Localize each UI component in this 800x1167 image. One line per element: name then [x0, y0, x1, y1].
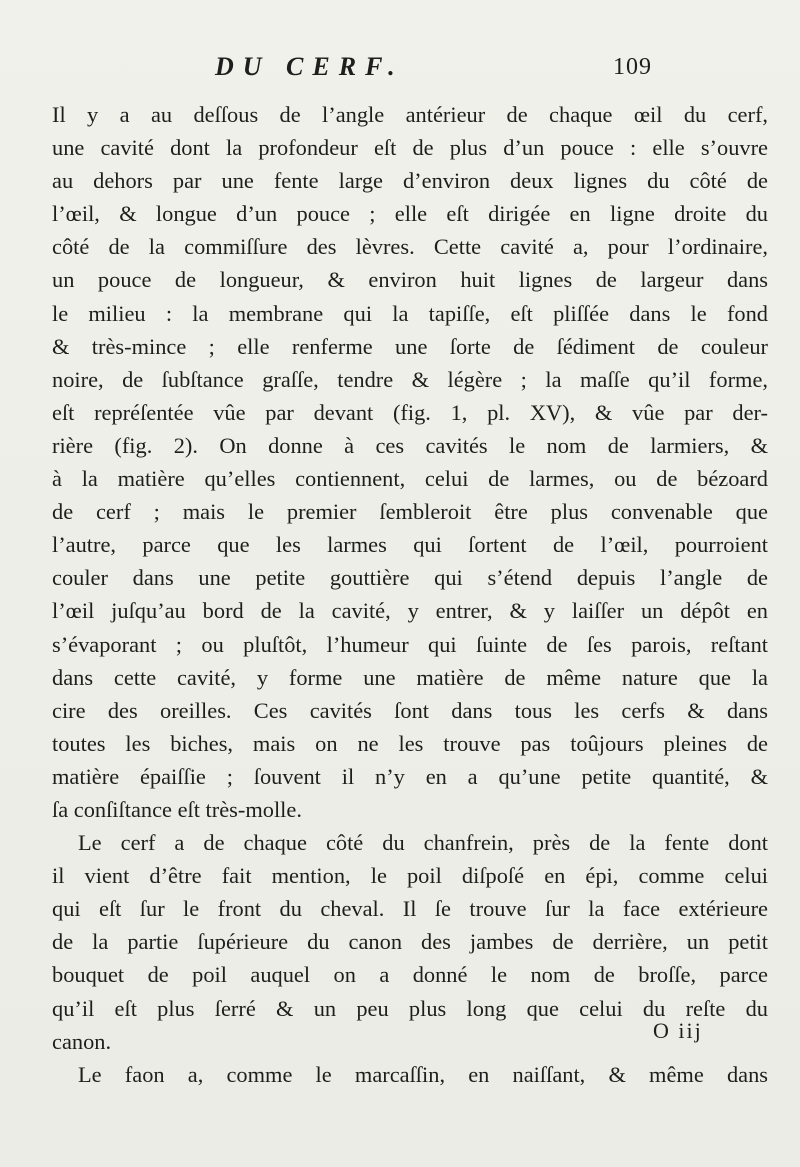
text-line: couler dans une petite gouttière qui s’étend depuis l’angle de [52, 565, 768, 591]
text-line: l’autre, parce que les larmes qui ſortent de l’œil, pourroient [52, 532, 768, 558]
text-line: ſa conſiſtance eſt très-molle. [52, 796, 302, 822]
text-line: rière (fig. 2). On donne à ces cavités le nom de larmiers, & [52, 432, 768, 458]
text-line: qui eſt ſur le front du cheval. Il ſe trouve ſur la face extérieure [52, 896, 768, 922]
running-title: DU CERF. [215, 52, 404, 81]
text-line: côté de la commiſſure des lèvres. Cette cavité a, pour l’ordinaire, [52, 234, 768, 260]
signature-mark: O iij [653, 1018, 703, 1043]
text-line: dans cette cavité, y forme une matière de même nature que la [52, 664, 768, 690]
text-line: de cerf ; mais le premier ſembleroit être plus convenable que [52, 499, 768, 525]
text-line: toutes les biches, mais on ne les trouve pas toûjours pleines de [52, 730, 768, 756]
page-number: 109 [613, 54, 652, 80]
text-line: bouquet de poil auquel on a donné le nom de broſſe, parce [52, 962, 768, 988]
text-line: Il y a au deſſous de l’angle antérieur de chaque œil du cerf, [52, 102, 768, 127]
text-line: s’évaporant ; ou pluſtôt, l’humeur qui ſuinte de ſes parois, reſtant [52, 631, 768, 657]
text-line: matière épaiſſie ; ſouvent il n’y en a qu’une petite quantité, & [52, 763, 768, 789]
body-text [52, 98, 768, 1091]
text-line: Le cerf a de chaque côté du chanfrein, près de la fente dont [78, 830, 768, 856]
text-line: cire des oreilles. Ces cavités ſont dans tous les cerfs & dans [52, 697, 768, 723]
text-line: à la matière qu’elles contiennent, celui de larmes, ou de bézoard [52, 466, 768, 492]
running-head [0, 52, 800, 92]
text-line: il vient d’être fait mention, le poil diſpoſé en épi, comme celui [52, 863, 768, 889]
text-line: Le faon a, comme le marcaſſin, en naiſſant, & même dans [78, 1061, 768, 1087]
text-line: l’œil, & longue d’un pouce ; elle eſt dirigée en ligne droite du [52, 201, 768, 227]
text-line: le milieu : la membrane qui la tapiſſe, eſt pliſſée dans le fond [52, 300, 768, 326]
text-line: au dehors par une fente large d’environ deux lignes du côté de [52, 168, 768, 194]
text-line: & très-mince ; elle renferme une ſorte de ſédiment de couleur [52, 333, 768, 359]
text-line: canon. [52, 1028, 112, 1054]
text-line: eſt repréſentée vûe par devant (fig. 1, pl. XV), & vûe par der- [52, 399, 768, 425]
text-line: de la partie ſupérieure du canon des jambes de derrière, un petit [52, 929, 768, 955]
text-line: qu’il eſt plus ſerré & un peu plus long que celui du reſte du [52, 995, 768, 1021]
text-line: un pouce de longueur, & environ huit lignes de largeur dans [52, 267, 768, 293]
text-line: l’œil juſqu’au bord de la cavité, y entrer, & y laiſſer un dépôt en [52, 598, 768, 624]
text-line: noire, de ſubſtance graſſe, tendre & légère ; la maſſe qu’il forme, [52, 366, 768, 392]
text-line: une cavité dont la profondeur eſt de plus d’un pouce : elle s’ouvre [52, 135, 768, 161]
